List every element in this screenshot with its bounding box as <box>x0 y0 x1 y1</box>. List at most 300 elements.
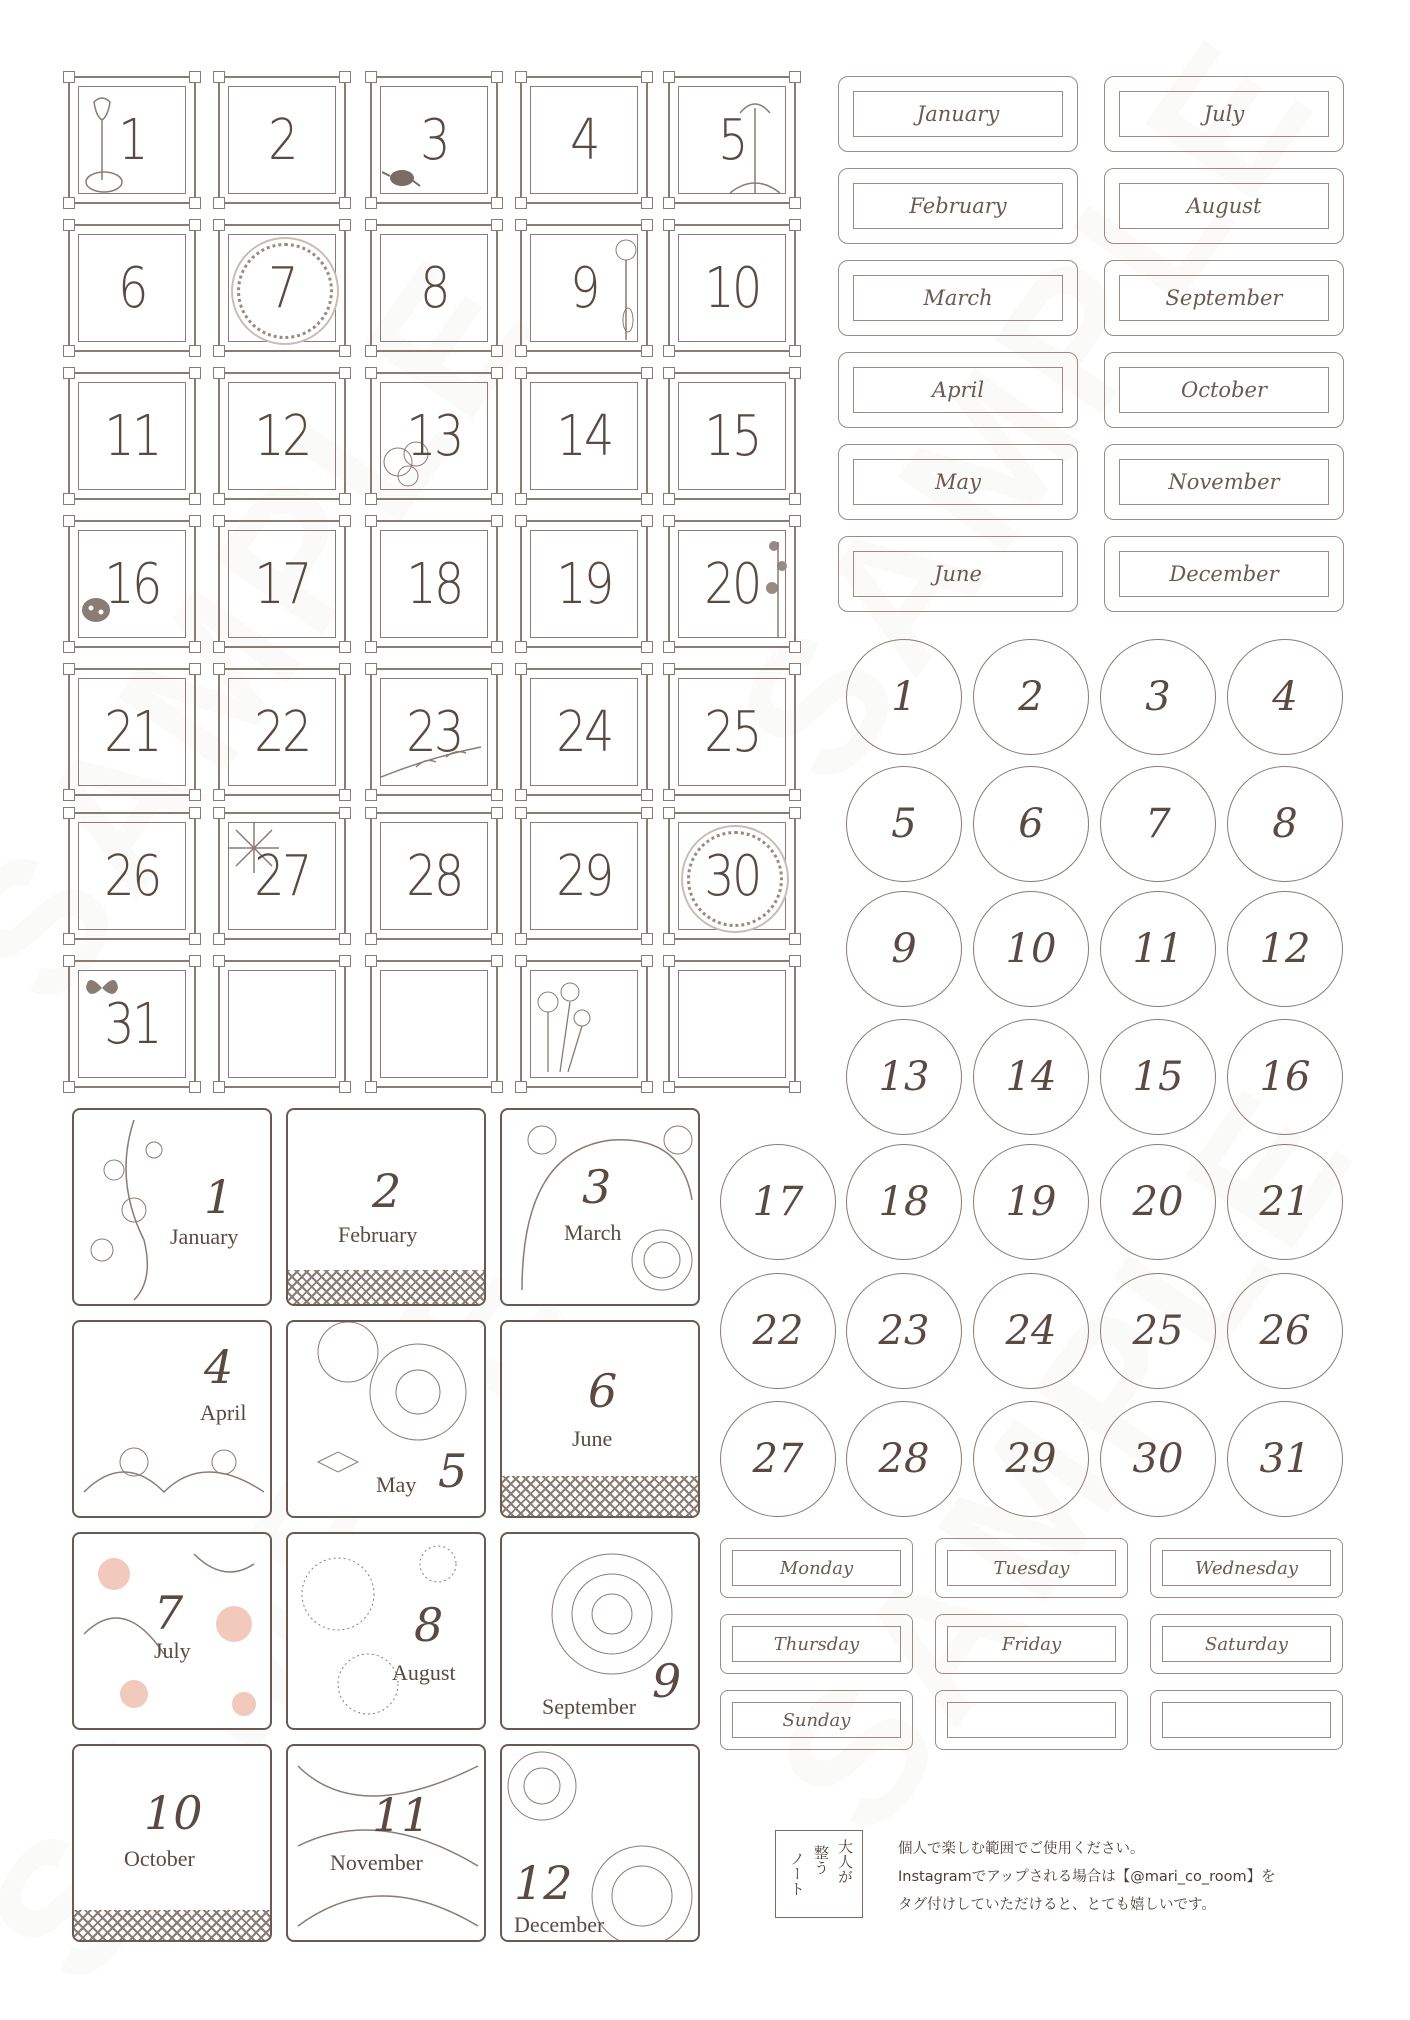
tile-corner <box>663 71 675 83</box>
day-tile <box>370 372 498 500</box>
tile-corner <box>515 663 527 675</box>
tile-corner <box>789 663 801 675</box>
day-tile-number: 5 <box>718 107 746 173</box>
day-tile <box>218 224 346 352</box>
month-label-text: November <box>1168 470 1280 494</box>
month-label <box>838 168 1078 244</box>
day-tile-number: 20 <box>704 551 760 617</box>
tile-corner <box>189 197 201 209</box>
day-tile <box>520 76 648 204</box>
tile-corner <box>365 493 377 505</box>
tile-corner <box>515 367 527 379</box>
tile-corner <box>365 663 377 675</box>
month-label-text: March <box>923 286 993 310</box>
tile-corner <box>641 1081 653 1093</box>
tile-corner <box>515 345 527 357</box>
tile-corner <box>63 1081 75 1093</box>
weekday-label-text: Friday <box>1001 1633 1062 1655</box>
day-tile <box>68 372 196 500</box>
month-label-text: October <box>1181 378 1267 402</box>
month-card-number: 6 <box>588 1364 618 1418</box>
tile-corner <box>189 219 201 231</box>
tile-corner <box>63 641 75 653</box>
day-circle: 19 <box>973 1144 1089 1260</box>
tile-corner <box>365 933 377 945</box>
tile-corner <box>63 219 75 231</box>
tile-corner <box>789 493 801 505</box>
day-circle: 15 <box>1100 1019 1216 1135</box>
day-tile-number: 12 <box>254 403 310 469</box>
day-tile <box>520 520 648 648</box>
weekday-label-text: Thursday <box>773 1633 860 1655</box>
month-card <box>72 1532 272 1730</box>
day-tile-number: 14 <box>556 403 612 469</box>
month-card-name: November <box>330 1850 423 1875</box>
logo-text: ノート <box>788 1851 806 1896</box>
tile-corner <box>491 367 503 379</box>
day-circle: 28 <box>846 1401 962 1517</box>
month-card-number: 4 <box>204 1340 234 1394</box>
day-tile-number <box>229 962 334 1086</box>
tile-corner <box>491 641 503 653</box>
month-card <box>286 1320 486 1518</box>
tile-corner <box>213 663 225 675</box>
day-tile <box>520 224 648 352</box>
tile-corner <box>789 955 801 967</box>
day-tile-number: 6 <box>118 255 146 321</box>
tile-corner <box>339 955 351 967</box>
day-tile <box>68 812 196 940</box>
day-circle: 9 <box>846 891 962 1007</box>
tile-corner <box>339 789 351 801</box>
day-tile-number: 26 <box>104 843 160 909</box>
tile-corner <box>189 663 201 675</box>
tile-corner <box>515 197 527 209</box>
day-tile <box>370 812 498 940</box>
day-tile-number: 3 <box>420 107 448 173</box>
day-tile-number: 4 <box>570 107 598 173</box>
weekday-label <box>720 1538 913 1598</box>
tile-corner <box>339 807 351 819</box>
day-tile-number: 10 <box>704 255 760 321</box>
day-tile-number: 28 <box>406 843 462 909</box>
day-tile <box>520 372 648 500</box>
tile-corner <box>63 515 75 527</box>
day-tile <box>520 812 648 940</box>
tile-corner <box>641 219 653 231</box>
tile-corner <box>491 219 503 231</box>
day-tile-number: 30 <box>704 843 760 909</box>
tile-corner <box>641 197 653 209</box>
tile-corner <box>189 807 201 819</box>
month-card-number: 3 <box>582 1160 612 1214</box>
month-card <box>500 1532 700 1730</box>
day-circle: 1 <box>846 639 962 755</box>
weekday-label-text: Monday <box>779 1557 854 1579</box>
day-circle: 17 <box>720 1144 836 1260</box>
month-label <box>838 536 1078 612</box>
month-card <box>286 1108 486 1306</box>
tile-corner <box>663 197 675 209</box>
tile-corner <box>189 515 201 527</box>
day-tile-number: 11 <box>104 403 160 469</box>
day-tile-number: 27 <box>254 843 310 909</box>
day-tile <box>218 668 346 796</box>
tile-corner <box>213 219 225 231</box>
month-label-text: February <box>909 194 1007 218</box>
month-card-number: 8 <box>414 1598 444 1652</box>
tile-corner <box>189 71 201 83</box>
month-label <box>838 444 1078 520</box>
day-tile <box>668 668 796 796</box>
day-tile <box>520 960 648 1088</box>
tile-corner <box>63 955 75 967</box>
day-tile-number: 8 <box>420 255 448 321</box>
logo <box>775 1830 863 1918</box>
month-card <box>72 1320 272 1518</box>
tile-corner <box>365 367 377 379</box>
floral-illustration <box>288 1534 486 1730</box>
month-card-number: 2 <box>372 1164 402 1218</box>
tile-corner <box>491 345 503 357</box>
tile-corner <box>339 641 351 653</box>
tile-corner <box>491 515 503 527</box>
tile-corner <box>515 955 527 967</box>
month-card-name: April <box>200 1400 247 1425</box>
tile-corner <box>663 955 675 967</box>
tile-corner <box>515 789 527 801</box>
day-tile-number: 16 <box>104 551 160 617</box>
day-circle: 14 <box>973 1019 1089 1135</box>
day-circle: 26 <box>1227 1273 1343 1389</box>
tile-corner <box>491 955 503 967</box>
tile-corner <box>515 641 527 653</box>
tile-corner <box>789 345 801 357</box>
day-circle: 2 <box>973 639 1089 755</box>
day-circle: 10 <box>973 891 1089 1007</box>
day-tile <box>668 224 796 352</box>
tile-corner <box>515 933 527 945</box>
tile-corner <box>491 789 503 801</box>
tile-corner <box>189 367 201 379</box>
tile-corner <box>213 933 225 945</box>
day-circle: 13 <box>846 1019 962 1135</box>
day-circle: 12 <box>1227 891 1343 1007</box>
logo-text: 整う <box>812 1845 830 1875</box>
weekday-label <box>1150 1538 1343 1598</box>
day-tile <box>68 520 196 648</box>
day-circle: 22 <box>720 1273 836 1389</box>
month-label-text: December <box>1169 562 1279 586</box>
day-tile <box>370 960 498 1088</box>
weekday-label <box>935 1614 1128 1674</box>
tile-corner <box>663 367 675 379</box>
tile-corner <box>365 955 377 967</box>
weekday-label-text: Wednesday <box>1194 1557 1299 1579</box>
tile-corner <box>189 955 201 967</box>
month-label-text: July <box>1203 102 1245 126</box>
day-circle: 23 <box>846 1273 962 1389</box>
day-circle: 29 <box>973 1401 1089 1517</box>
day-tile-number <box>381 962 486 1086</box>
month-card-name: February <box>338 1222 418 1247</box>
tile-corner <box>789 807 801 819</box>
tile-corner <box>789 515 801 527</box>
tile-corner <box>641 641 653 653</box>
day-circle: 20 <box>1100 1144 1216 1260</box>
pattern-band <box>502 1476 698 1516</box>
day-tile <box>218 960 346 1088</box>
tile-corner <box>641 789 653 801</box>
day-tile-number: 19 <box>556 551 612 617</box>
day-tile <box>668 372 796 500</box>
tile-corner <box>213 641 225 653</box>
tile-corner <box>641 493 653 505</box>
month-card-name: August <box>392 1660 456 1685</box>
tile-corner <box>189 641 201 653</box>
tile-corner <box>213 71 225 83</box>
day-tile <box>68 668 196 796</box>
tile-corner <box>663 345 675 357</box>
month-card-number: 9 <box>652 1654 682 1708</box>
day-circle: 3 <box>1100 639 1216 755</box>
day-tile <box>68 76 196 204</box>
month-card <box>72 1108 272 1306</box>
month-label-text: August <box>1186 194 1262 218</box>
day-tile <box>668 76 796 204</box>
pattern-band <box>74 1914 270 1940</box>
month-label <box>838 76 1078 152</box>
tile-corner <box>63 367 75 379</box>
month-card-name: September <box>542 1694 637 1719</box>
tile-corner <box>491 807 503 819</box>
tile-corner <box>213 515 225 527</box>
tile-corner <box>641 955 653 967</box>
day-circle: 7 <box>1100 766 1216 882</box>
tile-corner <box>189 1081 201 1093</box>
month-label-text: June <box>934 562 982 586</box>
tile-corner <box>365 641 377 653</box>
day-tile-number: 15 <box>704 403 760 469</box>
weekday-label <box>720 1614 913 1674</box>
tile-corner <box>789 1081 801 1093</box>
tile-corner <box>515 515 527 527</box>
tile-corner <box>515 493 527 505</box>
day-tile <box>370 520 498 648</box>
tile-corner <box>189 345 201 357</box>
day-circle: 30 <box>1100 1401 1216 1517</box>
tile-corner <box>339 933 351 945</box>
day-tile <box>218 372 346 500</box>
day-tile <box>218 812 346 940</box>
day-tile <box>68 960 196 1088</box>
tile-corner <box>641 71 653 83</box>
month-card <box>500 1320 700 1518</box>
tile-corner <box>365 789 377 801</box>
tile-corner <box>189 789 201 801</box>
logo-text: 大人が <box>836 1839 854 1884</box>
tile-corner <box>663 933 675 945</box>
tile-corner <box>339 663 351 675</box>
tile-corner <box>63 663 75 675</box>
day-circle: 24 <box>973 1273 1089 1389</box>
month-card-number: 7 <box>154 1586 184 1640</box>
tile-corner <box>663 219 675 231</box>
day-circle: 6 <box>973 766 1089 882</box>
day-tile <box>668 520 796 648</box>
month-card-name: July <box>154 1638 191 1663</box>
month-label-text: May <box>935 470 981 494</box>
tile-corner <box>63 807 75 819</box>
day-circle: 11 <box>1100 891 1216 1007</box>
day-tile-number: 1 <box>118 107 146 173</box>
tile-corner <box>789 789 801 801</box>
month-card-name: June <box>572 1426 613 1451</box>
tile-corner <box>339 515 351 527</box>
tile-corner <box>213 493 225 505</box>
tile-corner <box>213 367 225 379</box>
usage-note <box>898 1835 1276 1919</box>
day-circle: 25 <box>1100 1273 1216 1389</box>
month-card-name: December <box>514 1912 605 1937</box>
weekday-label <box>935 1690 1128 1750</box>
day-circle: 27 <box>720 1401 836 1517</box>
tile-corner <box>365 219 377 231</box>
month-label <box>1104 536 1344 612</box>
tile-corner <box>491 197 503 209</box>
tile-corner <box>663 663 675 675</box>
tile-corner <box>491 933 503 945</box>
month-card <box>500 1744 700 1942</box>
month-card-name: October <box>124 1846 195 1871</box>
month-label-text: April <box>931 378 985 402</box>
day-circle: 31 <box>1227 1401 1343 1517</box>
day-circle: 16 <box>1227 1019 1343 1135</box>
pattern-band <box>288 1270 484 1304</box>
tile-corner <box>515 807 527 819</box>
tile-corner <box>663 807 675 819</box>
tile-corner <box>213 197 225 209</box>
weekday-label-text: Sunday <box>782 1709 851 1731</box>
day-tile <box>218 76 346 204</box>
month-card <box>500 1108 700 1306</box>
day-tile-number <box>531 962 636 1086</box>
month-card-number: 11 <box>372 1788 431 1842</box>
tile-corner <box>491 663 503 675</box>
tile-corner <box>189 493 201 505</box>
tile-corner <box>339 197 351 209</box>
tile-corner <box>339 71 351 83</box>
floral-illustration <box>74 1110 272 1306</box>
weekday-label <box>1150 1614 1343 1674</box>
day-tile-number: 23 <box>406 699 462 765</box>
weekday-label-text <box>936 1691 1127 1749</box>
tile-corner <box>789 71 801 83</box>
tile-corner <box>491 1081 503 1093</box>
day-tile-number: 9 <box>570 255 598 321</box>
tile-corner <box>365 807 377 819</box>
tile-corner <box>663 515 675 527</box>
tile-corner <box>365 345 377 357</box>
tile-corner <box>365 197 377 209</box>
tile-corner <box>339 345 351 357</box>
month-label <box>838 352 1078 428</box>
day-tile-number: 2 <box>268 107 296 173</box>
tile-corner <box>63 789 75 801</box>
tile-corner <box>663 493 675 505</box>
day-tile <box>370 76 498 204</box>
day-tile-number <box>679 962 784 1086</box>
month-card-name: January <box>170 1224 239 1249</box>
tile-corner <box>63 345 75 357</box>
tile-corner <box>339 367 351 379</box>
day-tile-number: 25 <box>704 699 760 765</box>
month-card-name: May <box>376 1472 417 1497</box>
tile-corner <box>515 71 527 83</box>
day-tile-number: 21 <box>104 699 160 765</box>
day-tile <box>668 812 796 940</box>
month-label-text: September <box>1165 286 1283 310</box>
day-circle: 5 <box>846 766 962 882</box>
tile-corner <box>641 515 653 527</box>
day-tile <box>218 520 346 648</box>
day-tile-number: 31 <box>104 991 160 1057</box>
tile-corner <box>515 219 527 231</box>
tile-corner <box>365 71 377 83</box>
tile-corner <box>365 1081 377 1093</box>
month-label <box>1104 76 1344 152</box>
day-tile-number: 13 <box>406 403 462 469</box>
tile-corner <box>339 219 351 231</box>
tile-corner <box>339 1081 351 1093</box>
tile-corner <box>789 367 801 379</box>
weekday-label-text: Saturday <box>1205 1633 1288 1655</box>
tile-corner <box>365 515 377 527</box>
month-card <box>286 1744 486 1942</box>
day-circle: 18 <box>846 1144 962 1260</box>
day-circle: 8 <box>1227 766 1343 882</box>
weekday-label <box>935 1538 1128 1598</box>
month-label <box>1104 444 1344 520</box>
month-card-number: 12 <box>514 1856 573 1910</box>
tile-corner <box>213 789 225 801</box>
tile-corner <box>789 219 801 231</box>
weekday-label <box>720 1690 913 1750</box>
tile-corner <box>663 789 675 801</box>
day-tile <box>370 668 498 796</box>
tile-corner <box>663 641 675 653</box>
day-tile-number: 17 <box>254 551 310 617</box>
usage-note-line: タグ付けしていただけると、とても嬉しいです。 <box>898 1897 1216 1913</box>
weekday-label-text <box>1151 1691 1342 1749</box>
month-card-number: 1 <box>204 1170 234 1224</box>
usage-note-line: 個人で楽しむ範囲でご使用ください。 <box>898 1841 1145 1857</box>
tile-corner <box>641 663 653 675</box>
tile-corner <box>189 933 201 945</box>
tile-corner <box>213 955 225 967</box>
tile-corner <box>663 1081 675 1093</box>
day-tile-number: 7 <box>268 255 296 321</box>
tile-corner <box>213 345 225 357</box>
month-card-number: 10 <box>144 1786 203 1840</box>
tile-corner <box>641 367 653 379</box>
day-tile-number: 24 <box>556 699 612 765</box>
usage-note-line: Instagramでアップされる場合は【@mari_co_room】を <box>898 1869 1276 1885</box>
tile-corner <box>641 933 653 945</box>
day-tile <box>68 224 196 352</box>
day-tile <box>520 668 648 796</box>
tile-corner <box>789 197 801 209</box>
